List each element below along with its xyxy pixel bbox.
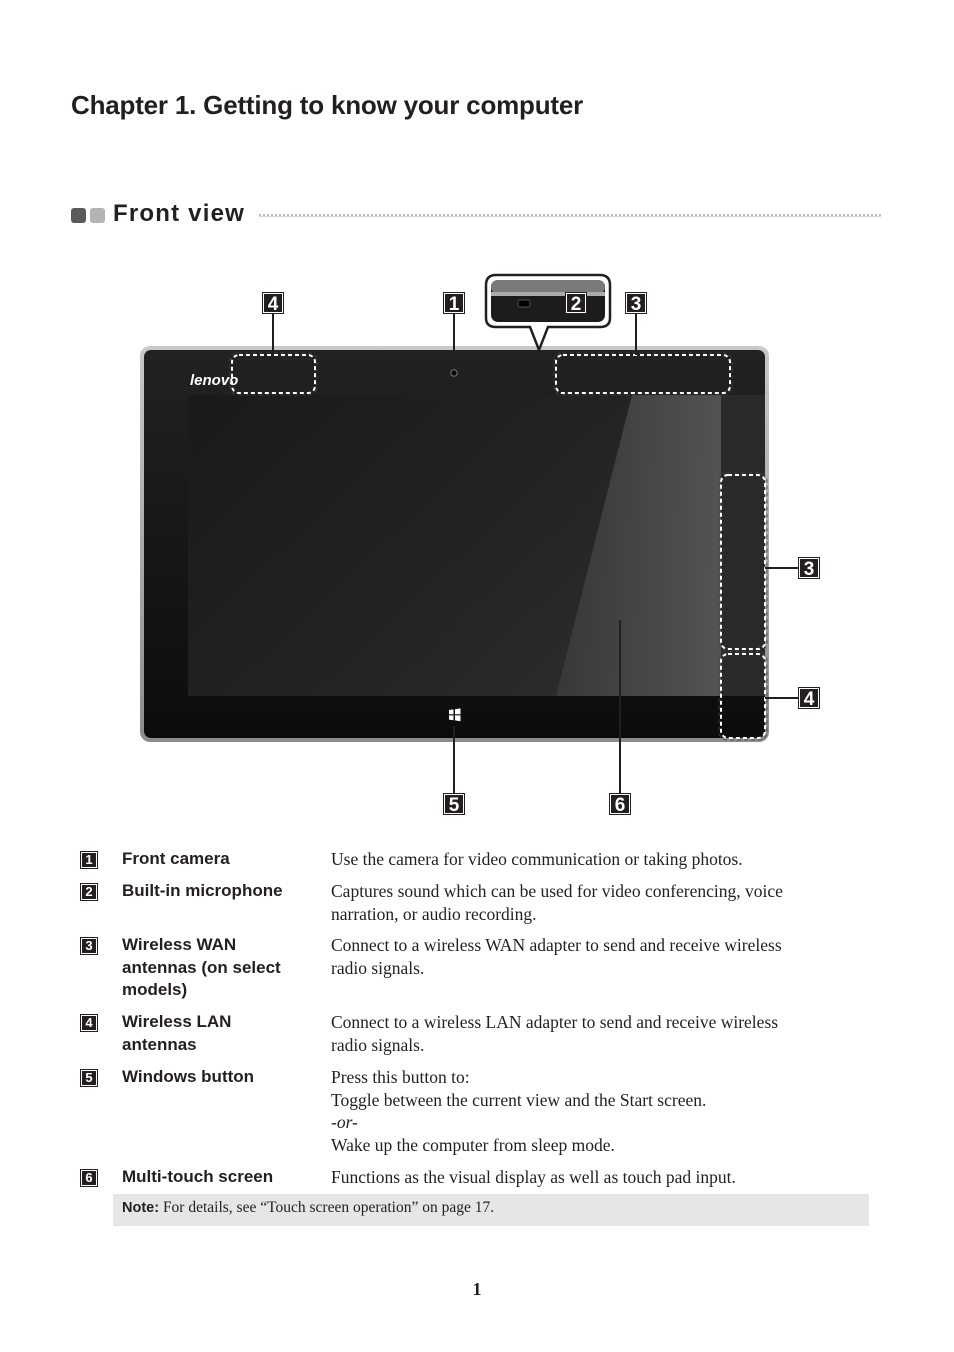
item-number-badge: 6 [80,1169,98,1187]
component-description: Use the camera for video communication or taking photos. [331,849,743,869]
component-name: Front camera [122,849,230,868]
svg-text:1: 1 [448,294,460,315]
note-box [113,1194,869,1226]
svg-text:5: 5 [448,795,460,816]
item-number-badge: 5 [80,1069,98,1087]
lenovo-logo: lenovo [190,372,239,389]
section-bullet-light [90,208,105,223]
callout-badge-1 [443,292,465,315]
section-bullet-dark [71,208,86,223]
svg-text:3: 3 [803,559,815,580]
section-divider-line [259,216,881,217]
callout-badge-5 [443,793,465,816]
item-number-badge: 2 [80,883,98,901]
svg-text:6: 6 [614,795,626,816]
component-name: Multi-touch screen [122,1167,274,1186]
callout-badge-4-top [262,292,284,315]
note-text: For details, see “Touch screen operation” on page 17. [162,1199,495,1216]
section-header [71,200,881,232]
component-description: Functions as the visual display as well as touch pad input. [331,1167,736,1187]
item-number-badge: 3 [80,937,98,955]
microphone-magnifier [486,275,610,350]
microphone-hole [518,300,530,307]
front-camera-lens [451,370,457,376]
page-number: 1 [472,1279,482,1299]
callout-badge-6 [609,793,631,816]
chapter-title: Chapter 1. Getting to know your computer [71,90,584,120]
component-description: Captures sound which can be used for video conferencing, voice narration, or audio recording. [331,881,783,924]
callout-badge-2 [565,292,587,315]
component-description: Connect to a wireless LAN adapter to send and receive wireless radio signals. [331,1012,779,1055]
component-name: Built-in microphone [122,881,283,900]
component-name: Wireless WAN antennas (on select models) [122,935,281,999]
section-title: Front view [113,200,246,227]
item-number-badge: 1 [80,851,98,869]
svg-text:4: 4 [267,294,279,315]
note-label: Note: [122,1200,160,1216]
component-name: Wireless LAN antennas [122,1012,232,1054]
callout-badge-3-top [625,292,647,315]
component-description: Press this button to: Toggle between the current view and the Start screen. -or- Wake up the computer from sleep mode. [331,1067,707,1155]
callout-badge-3-right [798,557,820,580]
svg-text:3: 3 [630,294,642,315]
callout-badge-4-right [798,687,820,710]
tablet-front-view-figure [0,260,954,820]
svg-text:4: 4 [803,689,815,710]
component-name: Windows button [122,1067,255,1086]
svg-text:2: 2 [570,294,582,315]
component-description: Connect to a wireless WAN adapter to send and receive wireless radio signals. [331,935,782,978]
item-number-badge: 4 [80,1014,98,1032]
